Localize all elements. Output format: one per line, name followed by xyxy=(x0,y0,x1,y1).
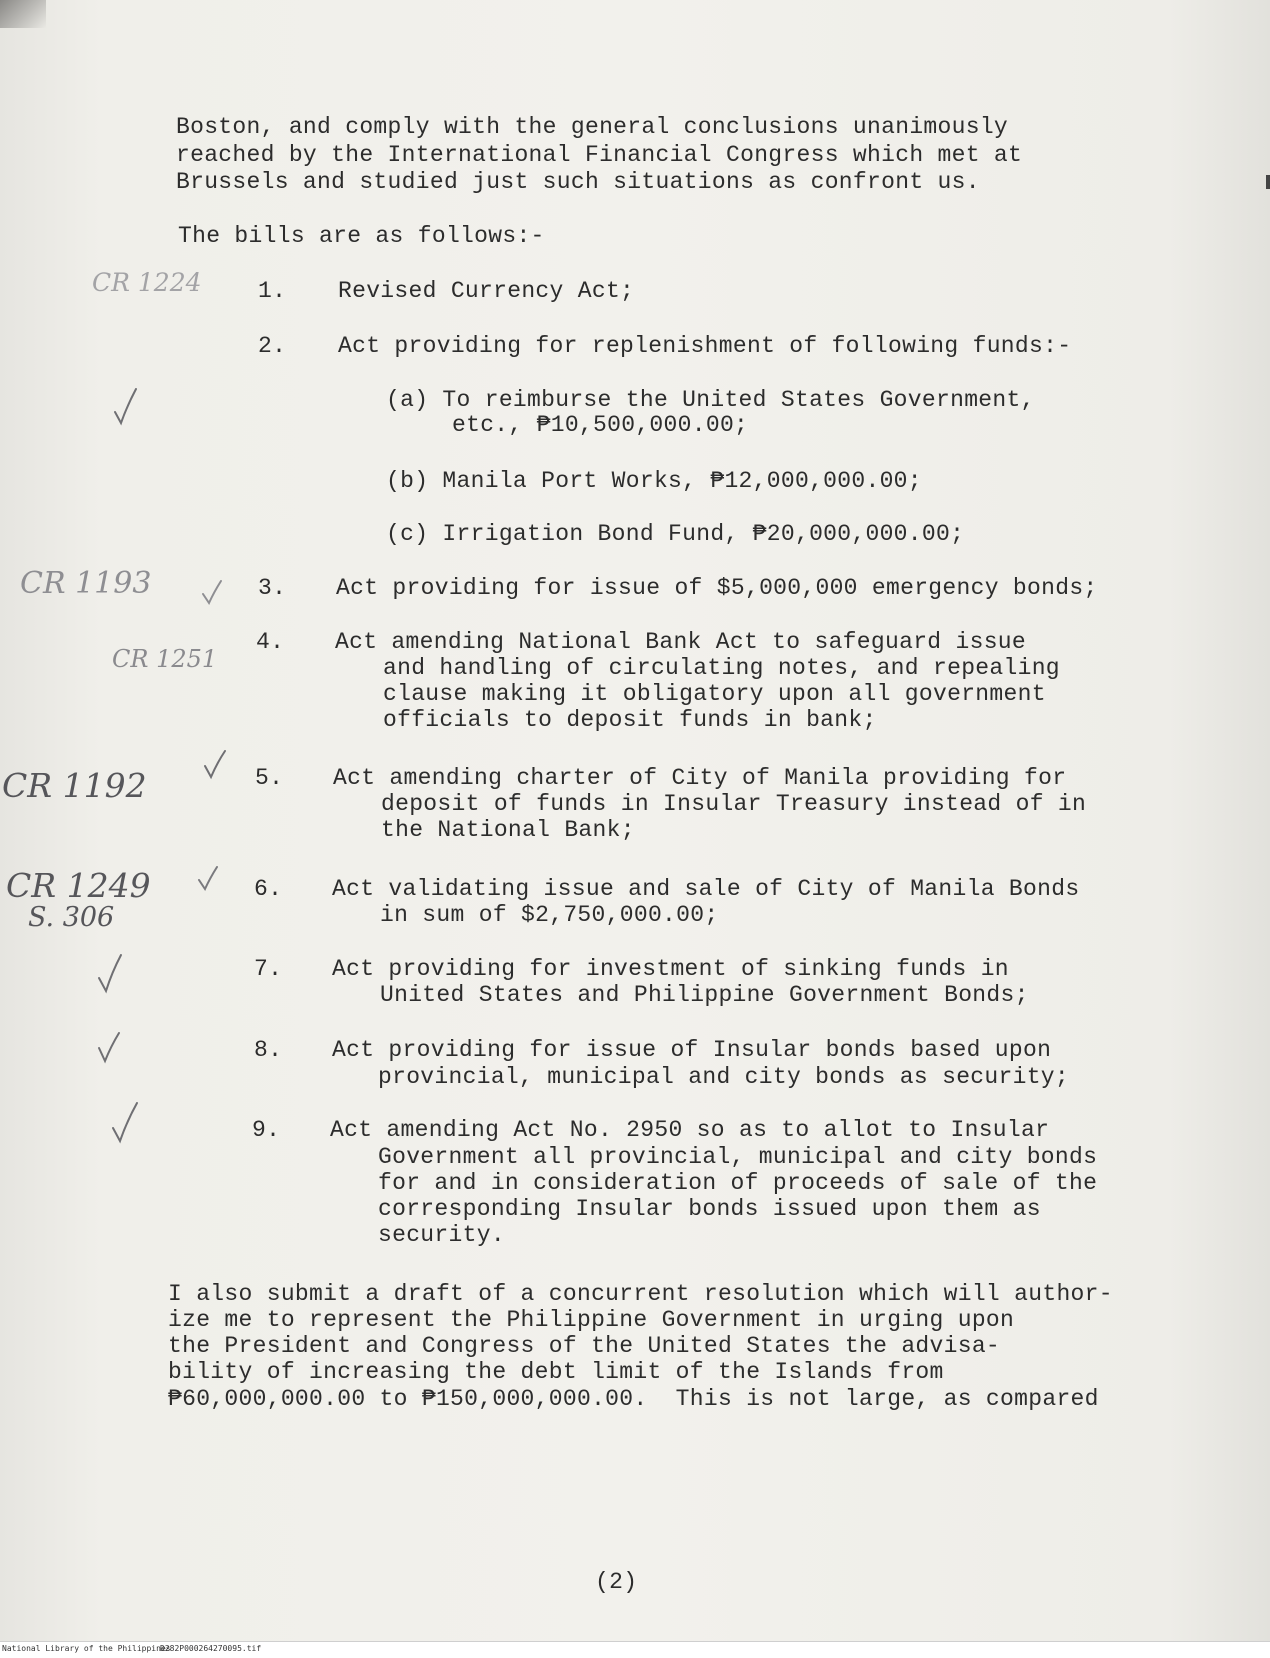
item-2b-text: (b) Manila Port Works, ₱12,000,000.00; xyxy=(386,468,922,494)
checkmark-icon xyxy=(112,386,140,426)
intro-line-2: reached by the International Financial Congress which met at xyxy=(176,142,1023,168)
item-9-line-5: security. xyxy=(378,1222,505,1248)
item-4-number: 4. xyxy=(256,629,285,655)
item-7-line-1: Act providing for investment of sinking funds in xyxy=(332,956,1009,982)
item-6-line-1: Act validating issue and sale of City of Manila Bonds xyxy=(332,876,1080,902)
item-8-line-2: provincial, municipal and city bonds as security; xyxy=(378,1064,1070,1090)
item-1-text: Revised Currency Act; xyxy=(338,278,635,304)
footer-file-id: D282P000264270095.tif xyxy=(160,1644,262,1653)
closing-line-5: ₱60,000,000.00 to ₱150,000,000.00. This is not large, as compared xyxy=(168,1386,1099,1412)
checkmark-icon xyxy=(110,1100,140,1144)
item-5-number: 5. xyxy=(255,765,284,791)
item-7-number: 7. xyxy=(254,956,283,982)
checkmark-icon xyxy=(96,1030,122,1064)
item-8-number: 8. xyxy=(254,1037,283,1063)
intro-line-3: Brussels and studied just such situations as confront us. xyxy=(176,169,980,195)
item-4-line-2: and handling of circulating notes, and repealing xyxy=(383,655,1060,681)
item-9-line-1: Act amending Act No. 2950 so as to allot to Insular xyxy=(330,1117,1050,1143)
item-2c-text: (c) Irrigation Bond Fund, ₱20,000,000.00; xyxy=(386,521,965,547)
item-4-line-3: clause making it obligatory upon all government xyxy=(383,681,1046,707)
checkmark-icon xyxy=(96,952,124,994)
item-9-line-4: corresponding Insular bonds issued upon them as xyxy=(378,1196,1041,1222)
item-2-text: Act providing for replenishment of following funds:- xyxy=(338,333,1072,359)
item-6-number: 6. xyxy=(254,876,283,902)
item-5-line-1: Act amending charter of City of Manila providing for xyxy=(333,765,1067,791)
annotation-cr-1192: CR 1192 xyxy=(2,766,147,805)
annotation-cr-1251: CR 1251 xyxy=(112,645,218,673)
folded-corner xyxy=(0,0,46,28)
item-2a-line-2: etc., ₱10,500,000.00; xyxy=(452,412,749,438)
item-5-line-2: deposit of funds in Insular Treasury instead of in xyxy=(381,791,1087,817)
footer-library-name: National Library of the Philippines xyxy=(2,1644,171,1653)
item-3-text: Act providing for issue of $5,000,000 emergency bonds; xyxy=(336,575,1098,601)
archive-footer xyxy=(0,1641,1270,1658)
item-6-line-2: in sum of $2,750,000.00; xyxy=(380,902,719,928)
page-number: (2) xyxy=(595,1569,638,1595)
item-2-number: 2. xyxy=(258,333,287,359)
item-3-number: 3. xyxy=(258,575,287,601)
annotation-cr-1193: CR 1193 xyxy=(20,566,152,601)
checkmark-icon xyxy=(202,748,228,780)
item-9-line-3: for and in consideration of proceeds of sale of the xyxy=(378,1170,1098,1196)
annotation-cr-1224: CR 1224 xyxy=(92,268,202,297)
item-2a-line-1: (a) To reimburse the United States Government, xyxy=(386,387,1035,413)
annotation-s-306: S. 306 xyxy=(28,902,115,933)
item-9-number: 9. xyxy=(252,1117,281,1143)
item-8-line-1: Act providing for issue of Insular bonds based upon xyxy=(332,1037,1052,1063)
checkmark-icon xyxy=(196,864,220,892)
edge-mark xyxy=(1266,175,1270,189)
annotation-cr-1249: CR 1249 xyxy=(6,866,151,905)
bills-heading: The bills are as follows:- xyxy=(178,223,545,249)
closing-line-4: bility of increasing the debt limit of the Islands from xyxy=(168,1359,944,1385)
item-4-line-4: officials to deposit funds in bank; xyxy=(383,707,877,733)
closing-line-1: I also submit a draft of a concurrent resolution which will author- xyxy=(168,1281,1113,1307)
item-5-line-3: the National Bank; xyxy=(381,817,635,843)
intro-line-1: Boston, and comply with the general conclusions unanimously xyxy=(176,114,1009,140)
closing-line-3: the President and Congress of the United States the advisa- xyxy=(168,1333,1001,1359)
item-7-line-2: United States and Philippine Government Bonds; xyxy=(380,982,1029,1008)
item-9-line-2: Government all provincial, municipal and city bonds xyxy=(378,1144,1098,1170)
item-4-line-1: Act amending National Bank Act to safeguard issue xyxy=(335,629,1027,655)
closing-line-2: ize me to represent the Philippine Government in urging upon xyxy=(168,1307,1015,1333)
item-1-number: 1. xyxy=(258,278,287,304)
checkmark-icon xyxy=(200,578,224,606)
